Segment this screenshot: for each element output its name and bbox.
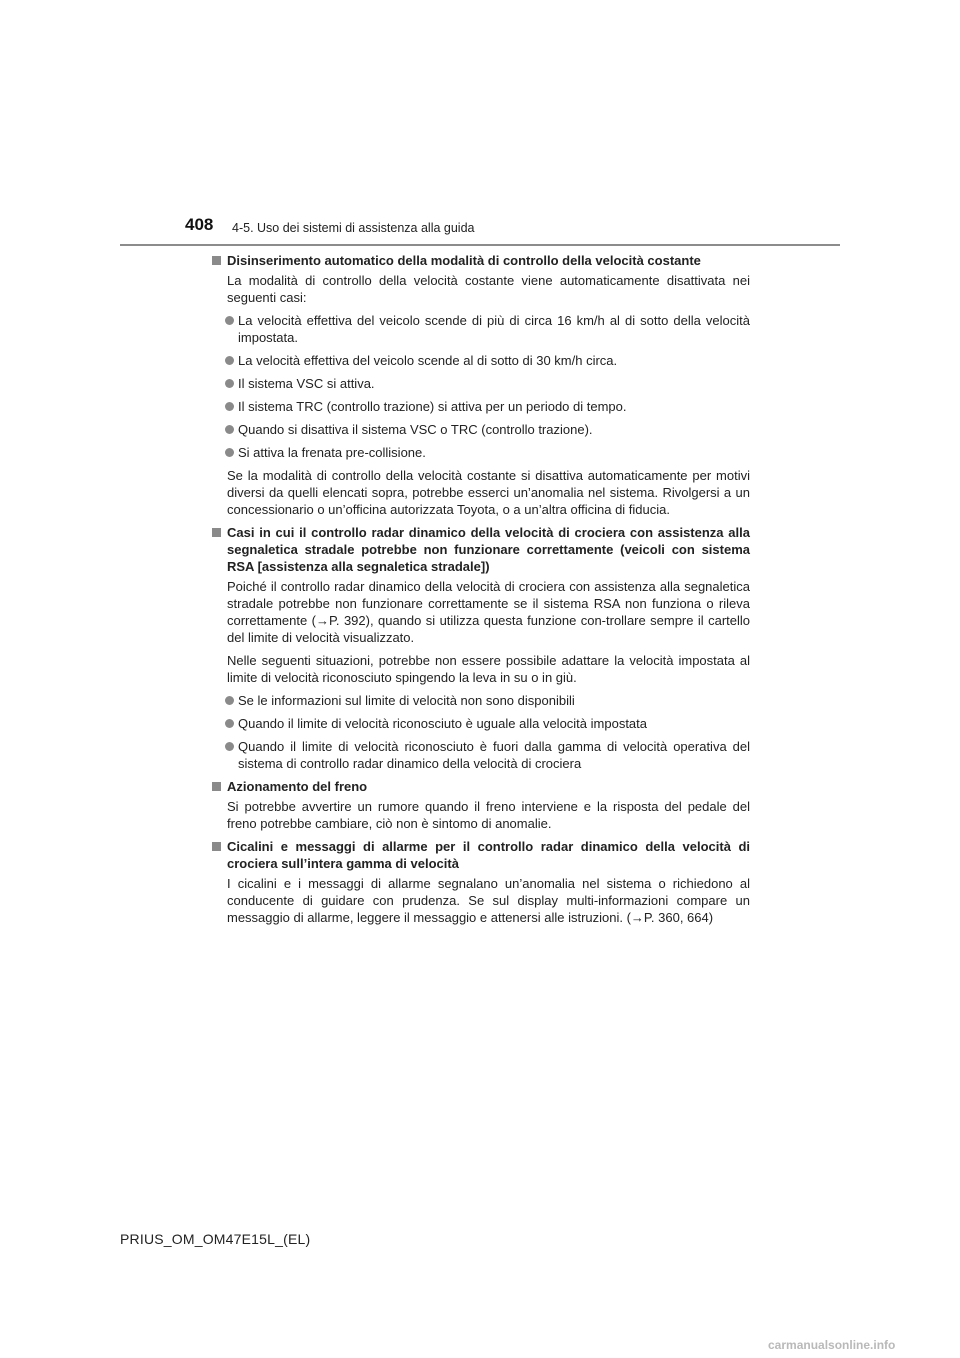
list-item: Il sistema VSC si attiva. — [210, 375, 750, 392]
watermark: carmanualsonline.info — [768, 1338, 896, 1352]
list-item: Quando si disattiva il sistema VSC o TRC (controllo trazione). — [210, 421, 750, 438]
header-divider — [120, 244, 840, 246]
circle-bullet-icon — [225, 402, 234, 411]
heading-automatic-disengagement: Disinserimento automatico della modalità di controllo della velocità costante — [210, 252, 750, 269]
list-item: Si attiva la frenata pre-collisione. — [210, 444, 750, 461]
heading-buzzers-warnings: Cicalini e messaggi di allarme per il controllo radar dinamico della velocità di crociera sull’intera gamma di velocità — [210, 838, 750, 872]
heading-rsa-cases: Casi in cui il controllo radar dinamico della velocità di crociera con assistenza alla segnaletica stradale potrebbe non funzionare correttamente (veicoli con sistema RSA [assistenza alla segnaletica stradale]) — [210, 524, 750, 575]
list-item: Se le informazioni sul limite di velocità non sono disponibili — [210, 692, 750, 709]
circle-bullet-icon — [225, 742, 234, 751]
circle-bullet-icon — [225, 379, 234, 388]
circle-bullet-icon — [225, 448, 234, 457]
square-bullet-icon — [212, 782, 221, 791]
list-item: La velocità effettiva del veicolo scende di più di circa 16 km/h al di sotto della velocità impostata. — [210, 312, 750, 346]
circle-bullet-icon — [225, 719, 234, 728]
paragraph: Se la modalità di controllo della velocità costante si disattiva automaticamente per motivi diversi da quelli elencati sopra, potrebbe esserci un’anomalia nel sistema. Rivolgersi a un concessionario o un’officina autorizzata Toyota, o a un’altra officina di fiducia. — [227, 468, 750, 517]
list-item: Il sistema TRC (controllo trazione) si attiva per un periodo di tempo. — [210, 398, 750, 415]
square-bullet-icon — [212, 256, 221, 265]
circle-bullet-icon — [225, 425, 234, 434]
heading-brake-operation: Azionamento del freno — [210, 778, 750, 795]
list-item: La velocità effettiva del veicolo scende al di sotto di 30 km/h circa. — [210, 352, 750, 369]
paragraph: La modalità di controllo della velocità costante viene automaticamente disattivata nei seguenti casi: — [227, 273, 750, 305]
page-content — [210, 252, 750, 932]
paragraph: Poiché il controllo radar dinamico della velocità di crociera con assistenza alla segnaletica stradale potrebbe non funzionare correttamente se il sistema RSA non funziona o rileva correttamente (→P. 392), quando si utilizza questa funzione con-trollare sempre il cartello del limite di velocità visualizzato. — [227, 579, 750, 645]
section-title: 4-5. Uso dei sistemi di assistenza alla guida — [232, 221, 475, 235]
page-number: 408 — [185, 215, 214, 234]
circle-bullet-icon — [225, 696, 234, 705]
paragraph: Nelle seguenti situazioni, potrebbe non essere possibile adattare la velocità impostata al limite di velocità riconosciuto spingendo la leva in su o in giù. — [227, 653, 750, 685]
paragraph: I cicalini e i messaggi di allarme segnalano un’anomalia nel sistema o richiedono al conducente di guidare con prudenza. Se sul display multi-informazioni compare un messaggio di allarme, leggere il messaggio e attenersi alle istruzioni. (→P. 360, 664) — [227, 876, 750, 925]
circle-bullet-icon — [225, 356, 234, 365]
paragraph: Si potrebbe avvertire un rumore quando il freno interviene e la risposta del pedale del freno potrebbe cambiare, ciò non è sintomo di anomalie. — [227, 799, 750, 831]
square-bullet-icon — [212, 528, 221, 537]
document-code: PRIUS_OM_OM47E15L_(EL) — [120, 1231, 311, 1247]
list-item: Quando il limite di velocità riconosciuto è fuori dalla gamma di velocità operativa del sistema di controllo radar dinamico della velocità di crociera — [210, 738, 750, 772]
circle-bullet-icon — [225, 316, 234, 325]
list-item: Quando il limite di velocità riconosciuto è uguale alla velocità impostata — [210, 715, 750, 732]
square-bullet-icon — [212, 842, 221, 851]
